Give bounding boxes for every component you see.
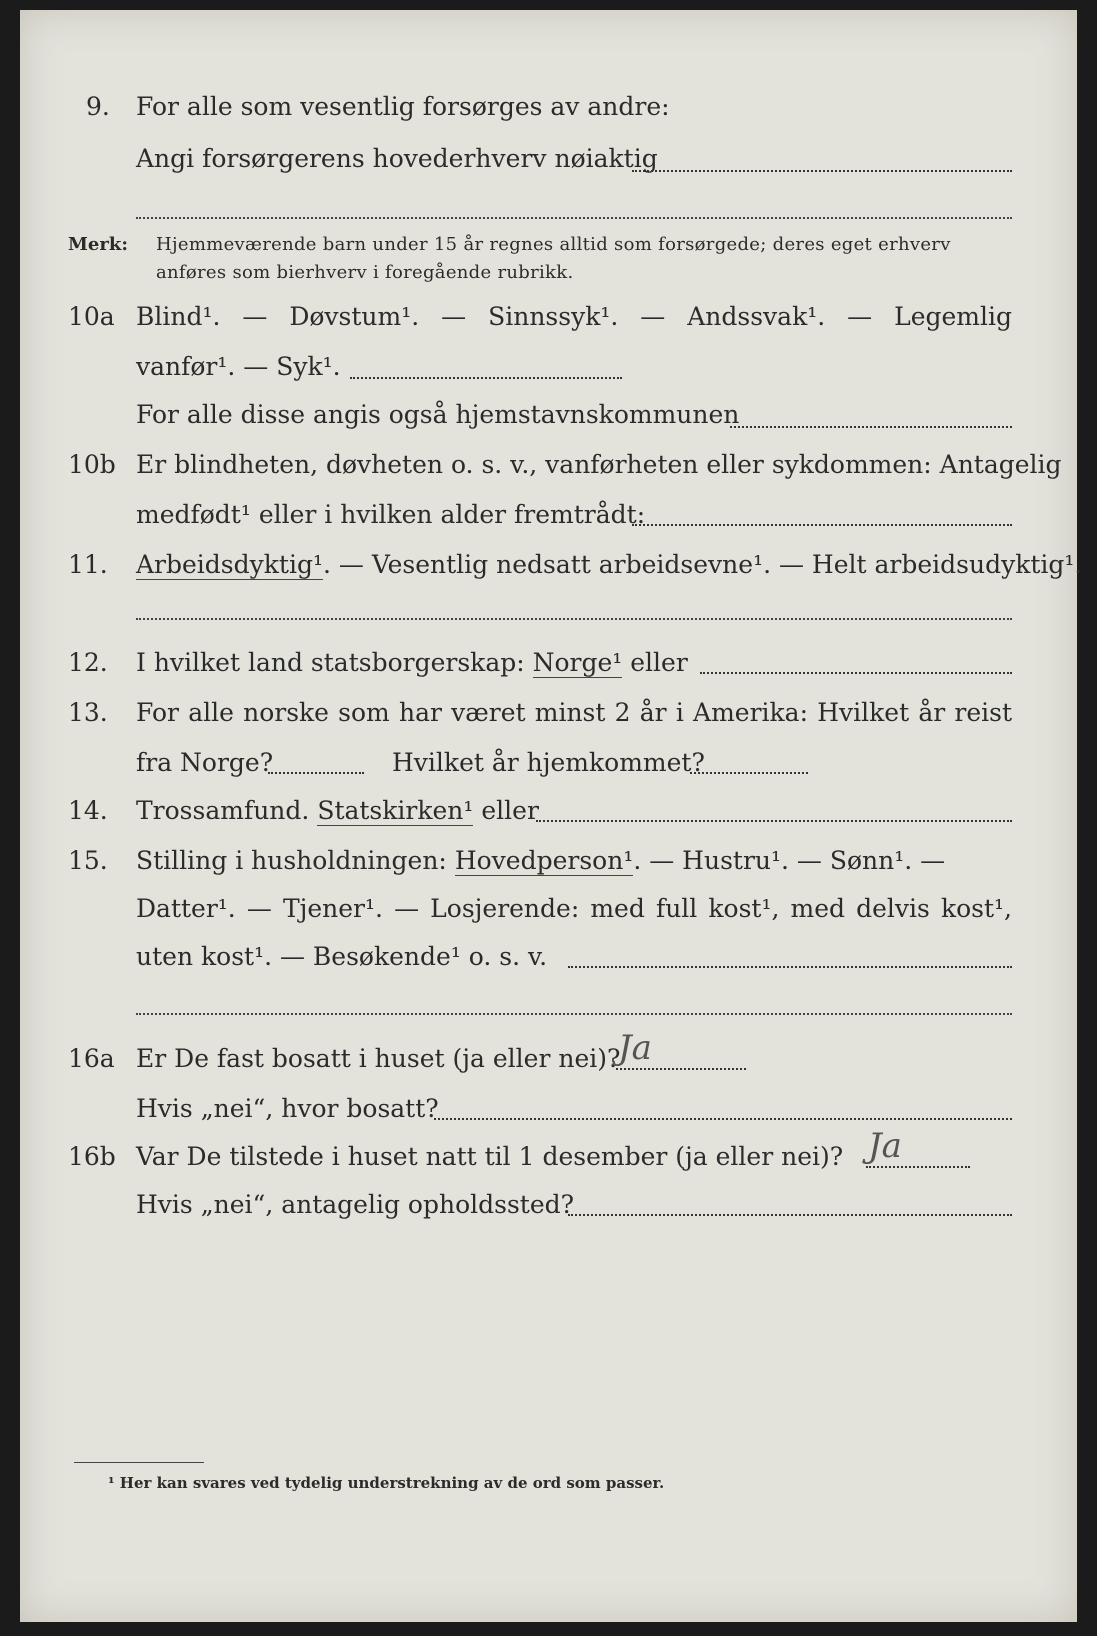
- item-10a-number: 10a: [68, 302, 115, 331]
- item-13-return-field[interactable]: [690, 772, 808, 774]
- item-9-answer-field[interactable]: [632, 170, 1012, 172]
- item-16a-handwritten-answer: Ja: [618, 1028, 652, 1068]
- item-16b-question: Var De tilstede i huset natt til 1 desember (ja eller nei)?: [136, 1142, 844, 1171]
- item-14-question-tail: eller: [473, 796, 539, 825]
- footnote: ¹ Her kan svares ved tydelig understrekning av de ord som passer.: [108, 1474, 665, 1492]
- form-page: [20, 10, 1083, 1622]
- item-16b-answer-field[interactable]: [866, 1166, 970, 1168]
- item-11-option-selected[interactable]: Arbeidsdyktig¹: [136, 550, 323, 579]
- item-9-subquestion: Angi forsørgerens hovederhverv nøiaktig: [136, 144, 658, 173]
- item-15-question-text: Stilling i husholdningen:: [136, 846, 455, 875]
- item-10b-answer-field[interactable]: [632, 524, 1012, 526]
- item-10a-options-line1: Blind¹. — Døvstum¹. — Sinnssyk¹. — Andssvak¹. — Legemlig: [136, 302, 1012, 331]
- item-13-departure-field[interactable]: [268, 772, 364, 774]
- item-16b-followup-field[interactable]: [568, 1214, 1012, 1216]
- item-13-question-line1: For alle norske som har været minst 2 år i Amerika: Hvilket år reist: [136, 698, 1012, 727]
- item-13-return-label: Hvilket år hjemkommet?: [392, 748, 705, 777]
- item-16b-handwritten-answer: Ja: [868, 1126, 902, 1166]
- item-12-option-norge[interactable]: Norge¹: [532, 648, 623, 677]
- item-14-option-statskirken[interactable]: Statskirken¹: [317, 796, 474, 825]
- item-13-number: 13.: [68, 698, 108, 727]
- item-15-line1-tail: . — Hustru¹. — Sønn¹. —: [633, 846, 946, 875]
- item-12-question: [136, 648, 688, 678]
- item-15-answer-field[interactable]: [568, 966, 1012, 968]
- note-text-line2: anføres som bierhverv i foregående rubrikk.: [156, 262, 574, 283]
- item-12-question-tail: eller: [622, 648, 688, 677]
- item-14-answer-field[interactable]: [536, 820, 1012, 822]
- item-11-options-rest: . — Vesentlig nedsatt arbeidsevne¹. — Helt arbeidsudyktig¹.: [322, 550, 1083, 579]
- item-13-departure-label: fra Norge?: [136, 748, 274, 777]
- item-10a-answer-field[interactable]: [350, 377, 622, 379]
- item-16a-followup-field[interactable]: [434, 1118, 1012, 1120]
- item-10b-question-line2: medfødt¹ eller i hvilken alder fremtrådt:: [136, 500, 646, 529]
- item-10a-home-municipality: For alle disse angis også hjemstavnskommunen: [136, 400, 740, 429]
- item-9-number: 9.: [86, 92, 110, 121]
- item-9-answer-line[interactable]: [136, 217, 1012, 219]
- item-15-number: 15.: [68, 846, 108, 875]
- item-11-options: [136, 550, 1083, 580]
- item-9-question: For alle som vesentlig forsørges av andre:: [136, 92, 670, 121]
- item-15-line2: Datter¹. — Tjener¹. — Losjerende: med full kost¹, med delvis kost¹,: [136, 894, 1012, 923]
- item-10a-municipality-field[interactable]: [730, 426, 1012, 428]
- item-16b-number: 16b: [68, 1142, 116, 1171]
- item-15-answer-line[interactable]: [136, 1013, 1012, 1015]
- item-12-number: 12.: [68, 648, 108, 677]
- item-14-question: [136, 796, 539, 826]
- note-label: Merk:: [68, 234, 128, 255]
- note-text-line1: Hjemmeværende barn under 15 år regnes alltid som forsørgede; deres eget erhverv: [156, 234, 951, 255]
- item-14-number: 14.: [68, 796, 108, 825]
- item-15-line3: uten kost¹. — Besøkende¹ o. s. v.: [136, 942, 548, 971]
- item-11-number: 11.: [68, 550, 108, 579]
- item-10a-options-line2: vanfør¹. — Syk¹.: [136, 352, 341, 381]
- item-16a-question: Er De fast bosatt i huset (ja eller nei)?: [136, 1044, 621, 1073]
- item-16a-number: 16a: [68, 1044, 115, 1073]
- item-10b-question-line1: Er blindheten, døvheten o. s. v., vanførheten eller sykdommen: Antagelig: [136, 450, 1062, 479]
- item-16a-answer-field[interactable]: [616, 1068, 746, 1070]
- item-15-option-hovedperson[interactable]: Hovedperson¹: [454, 846, 634, 875]
- item-11-answer-line[interactable]: [136, 618, 1012, 620]
- item-16a-followup: Hvis „nei“, hvor bosatt?: [136, 1094, 439, 1123]
- item-12-question-text: I hvilket land statsborgerskap:: [136, 648, 533, 677]
- item-12-answer-field[interactable]: [700, 672, 1012, 674]
- item-14-question-text: Trossamfund.: [136, 796, 318, 825]
- item-15-line1: [136, 846, 1012, 876]
- item-16b-followup: Hvis „nei“, antagelig opholdssted?: [136, 1190, 575, 1219]
- footnote-rule: [74, 1462, 204, 1463]
- item-10b-number: 10b: [68, 450, 116, 479]
